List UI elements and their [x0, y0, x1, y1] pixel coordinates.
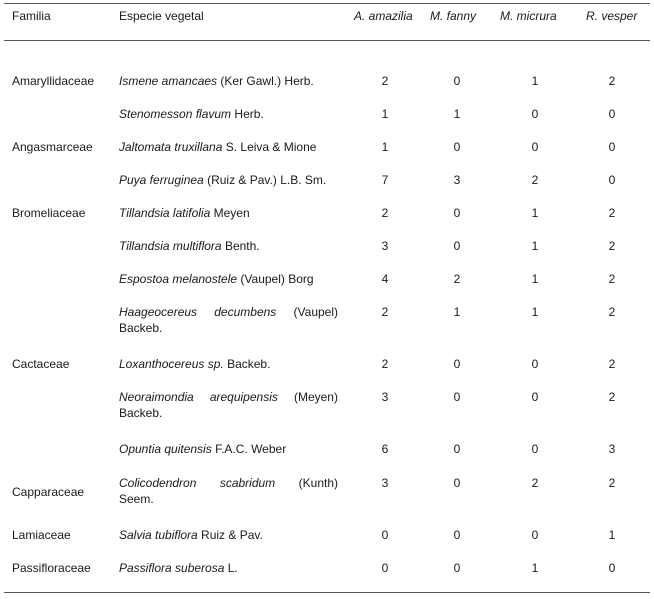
value-m-micrura: 2	[531, 173, 539, 187]
value-a-amazilia: 3	[381, 476, 389, 490]
value-r-vesper: 2	[608, 206, 616, 220]
value-r-vesper: 0	[608, 173, 616, 187]
top-rule	[4, 3, 650, 4]
value-r-vesper: 2	[608, 272, 616, 286]
header-rule	[4, 40, 650, 41]
species-name: Salvia tubiflora Ruiz & Pav.	[119, 528, 263, 542]
value-a-amazilia: 2	[381, 305, 389, 319]
value-m-micrura: 1	[531, 74, 539, 88]
species-name: Opuntia quitensis F.A.C. Weber	[119, 442, 287, 456]
value-m-fanny: 0	[453, 561, 461, 575]
header-a-amazilia: A. amazilia	[354, 9, 413, 23]
value-a-amazilia: 3	[381, 390, 389, 404]
value-m-fanny: 0	[453, 140, 461, 154]
value-m-micrura: 0	[531, 107, 539, 121]
header-m-fanny: M. fanny	[430, 9, 477, 23]
value-r-vesper: 3	[608, 442, 616, 456]
family-label: Amaryllidaceae	[12, 74, 95, 88]
value-a-amazilia: 6	[381, 442, 389, 456]
value-r-vesper: 0	[608, 140, 616, 154]
value-m-micrura: 1	[531, 305, 539, 319]
species-name: Puya ferruginea (Ruiz & Pav.) L.B. Sm.	[119, 173, 327, 187]
value-a-amazilia: 0	[381, 528, 389, 542]
family-label: Bromeliaceae	[12, 206, 86, 220]
species-name: Passiflora suberosa L.	[119, 561, 238, 575]
value-m-micrura: 0	[531, 140, 539, 154]
value-a-amazilia: 4	[381, 272, 389, 286]
header-familia: Familia	[12, 9, 51, 23]
header-r-vesper: R. vesper	[586, 9, 638, 23]
species-name: Espostoa melanostele (Vaupel) Borg	[119, 272, 314, 286]
value-a-amazilia: 0	[381, 561, 389, 575]
value-m-micrura: 1	[531, 561, 539, 575]
value-a-amazilia: 3	[381, 239, 389, 253]
value-m-micrura: 0	[531, 390, 539, 404]
family-label: Capparaceae	[12, 485, 85, 499]
value-r-vesper: 2	[608, 390, 616, 404]
value-a-amazilia: 2	[381, 206, 389, 220]
value-r-vesper: 2	[608, 476, 616, 490]
value-m-fanny: 0	[453, 390, 461, 404]
value-m-micrura: 0	[531, 357, 539, 371]
species-name: Tillandsia latifolia Meyen	[119, 206, 250, 220]
value-r-vesper: 2	[608, 239, 616, 253]
species-name: Colicodendron scabridum (Kunth) Seem.	[119, 476, 338, 506]
family-label: Lamiaceae	[12, 528, 71, 542]
species-name: Loxanthocereus sp. Backeb.	[119, 357, 271, 371]
species-name: Stenomesson flavum Herb.	[119, 107, 264, 121]
value-m-micrura: 1	[531, 206, 539, 220]
family-label: Passifloraceae	[12, 561, 91, 575]
value-m-fanny: 0	[453, 528, 461, 542]
value-m-fanny: 1	[453, 305, 461, 319]
value-m-fanny: 0	[453, 476, 461, 490]
value-r-vesper: 0	[608, 107, 616, 121]
species-name: Tillandsia multiflora Benth.	[119, 239, 260, 253]
value-m-fanny: 0	[453, 74, 461, 88]
species-name: Neoraimondia arequipensis (Meyen) Backeb.	[119, 390, 338, 420]
value-m-fanny: 0	[453, 206, 461, 220]
value-r-vesper: 0	[608, 561, 616, 575]
value-m-micrura: 1	[531, 239, 539, 253]
value-m-fanny: 2	[453, 272, 461, 286]
value-a-amazilia: 1	[381, 140, 389, 154]
species-name: Haageocereus decumbens (Vaupel) Backeb.	[119, 305, 338, 335]
value-m-fanny: 0	[453, 442, 461, 456]
value-a-amazilia: 2	[381, 74, 389, 88]
value-m-fanny: 1	[453, 107, 461, 121]
value-a-amazilia: 7	[381, 173, 389, 187]
value-r-vesper: 2	[608, 357, 616, 371]
value-r-vesper: 2	[608, 305, 616, 319]
value-r-vesper: 1	[608, 528, 616, 542]
value-m-micrura: 0	[531, 442, 539, 456]
value-a-amazilia: 1	[381, 107, 389, 121]
value-m-fanny: 0	[453, 357, 461, 371]
header-m-micrura: M. micrura	[500, 9, 557, 23]
value-m-micrura: 2	[531, 476, 539, 490]
family-label: Cactaceae	[12, 357, 70, 371]
value-m-fanny: 3	[453, 173, 461, 187]
header-especie: Especie vegetal	[119, 9, 204, 23]
species-name: Ismene amancaes (Ker Gawl.) Herb.	[119, 74, 314, 88]
family-label: Angasmarceae	[12, 140, 93, 154]
value-r-vesper: 2	[608, 74, 616, 88]
value-m-micrura: 0	[531, 528, 539, 542]
value-a-amazilia: 2	[381, 357, 389, 371]
bottom-rule	[4, 592, 650, 593]
value-m-fanny: 0	[453, 239, 461, 253]
species-name: Jaltomata truxillana S. Leiva & Mione	[119, 140, 317, 154]
value-m-micrura: 1	[531, 272, 539, 286]
